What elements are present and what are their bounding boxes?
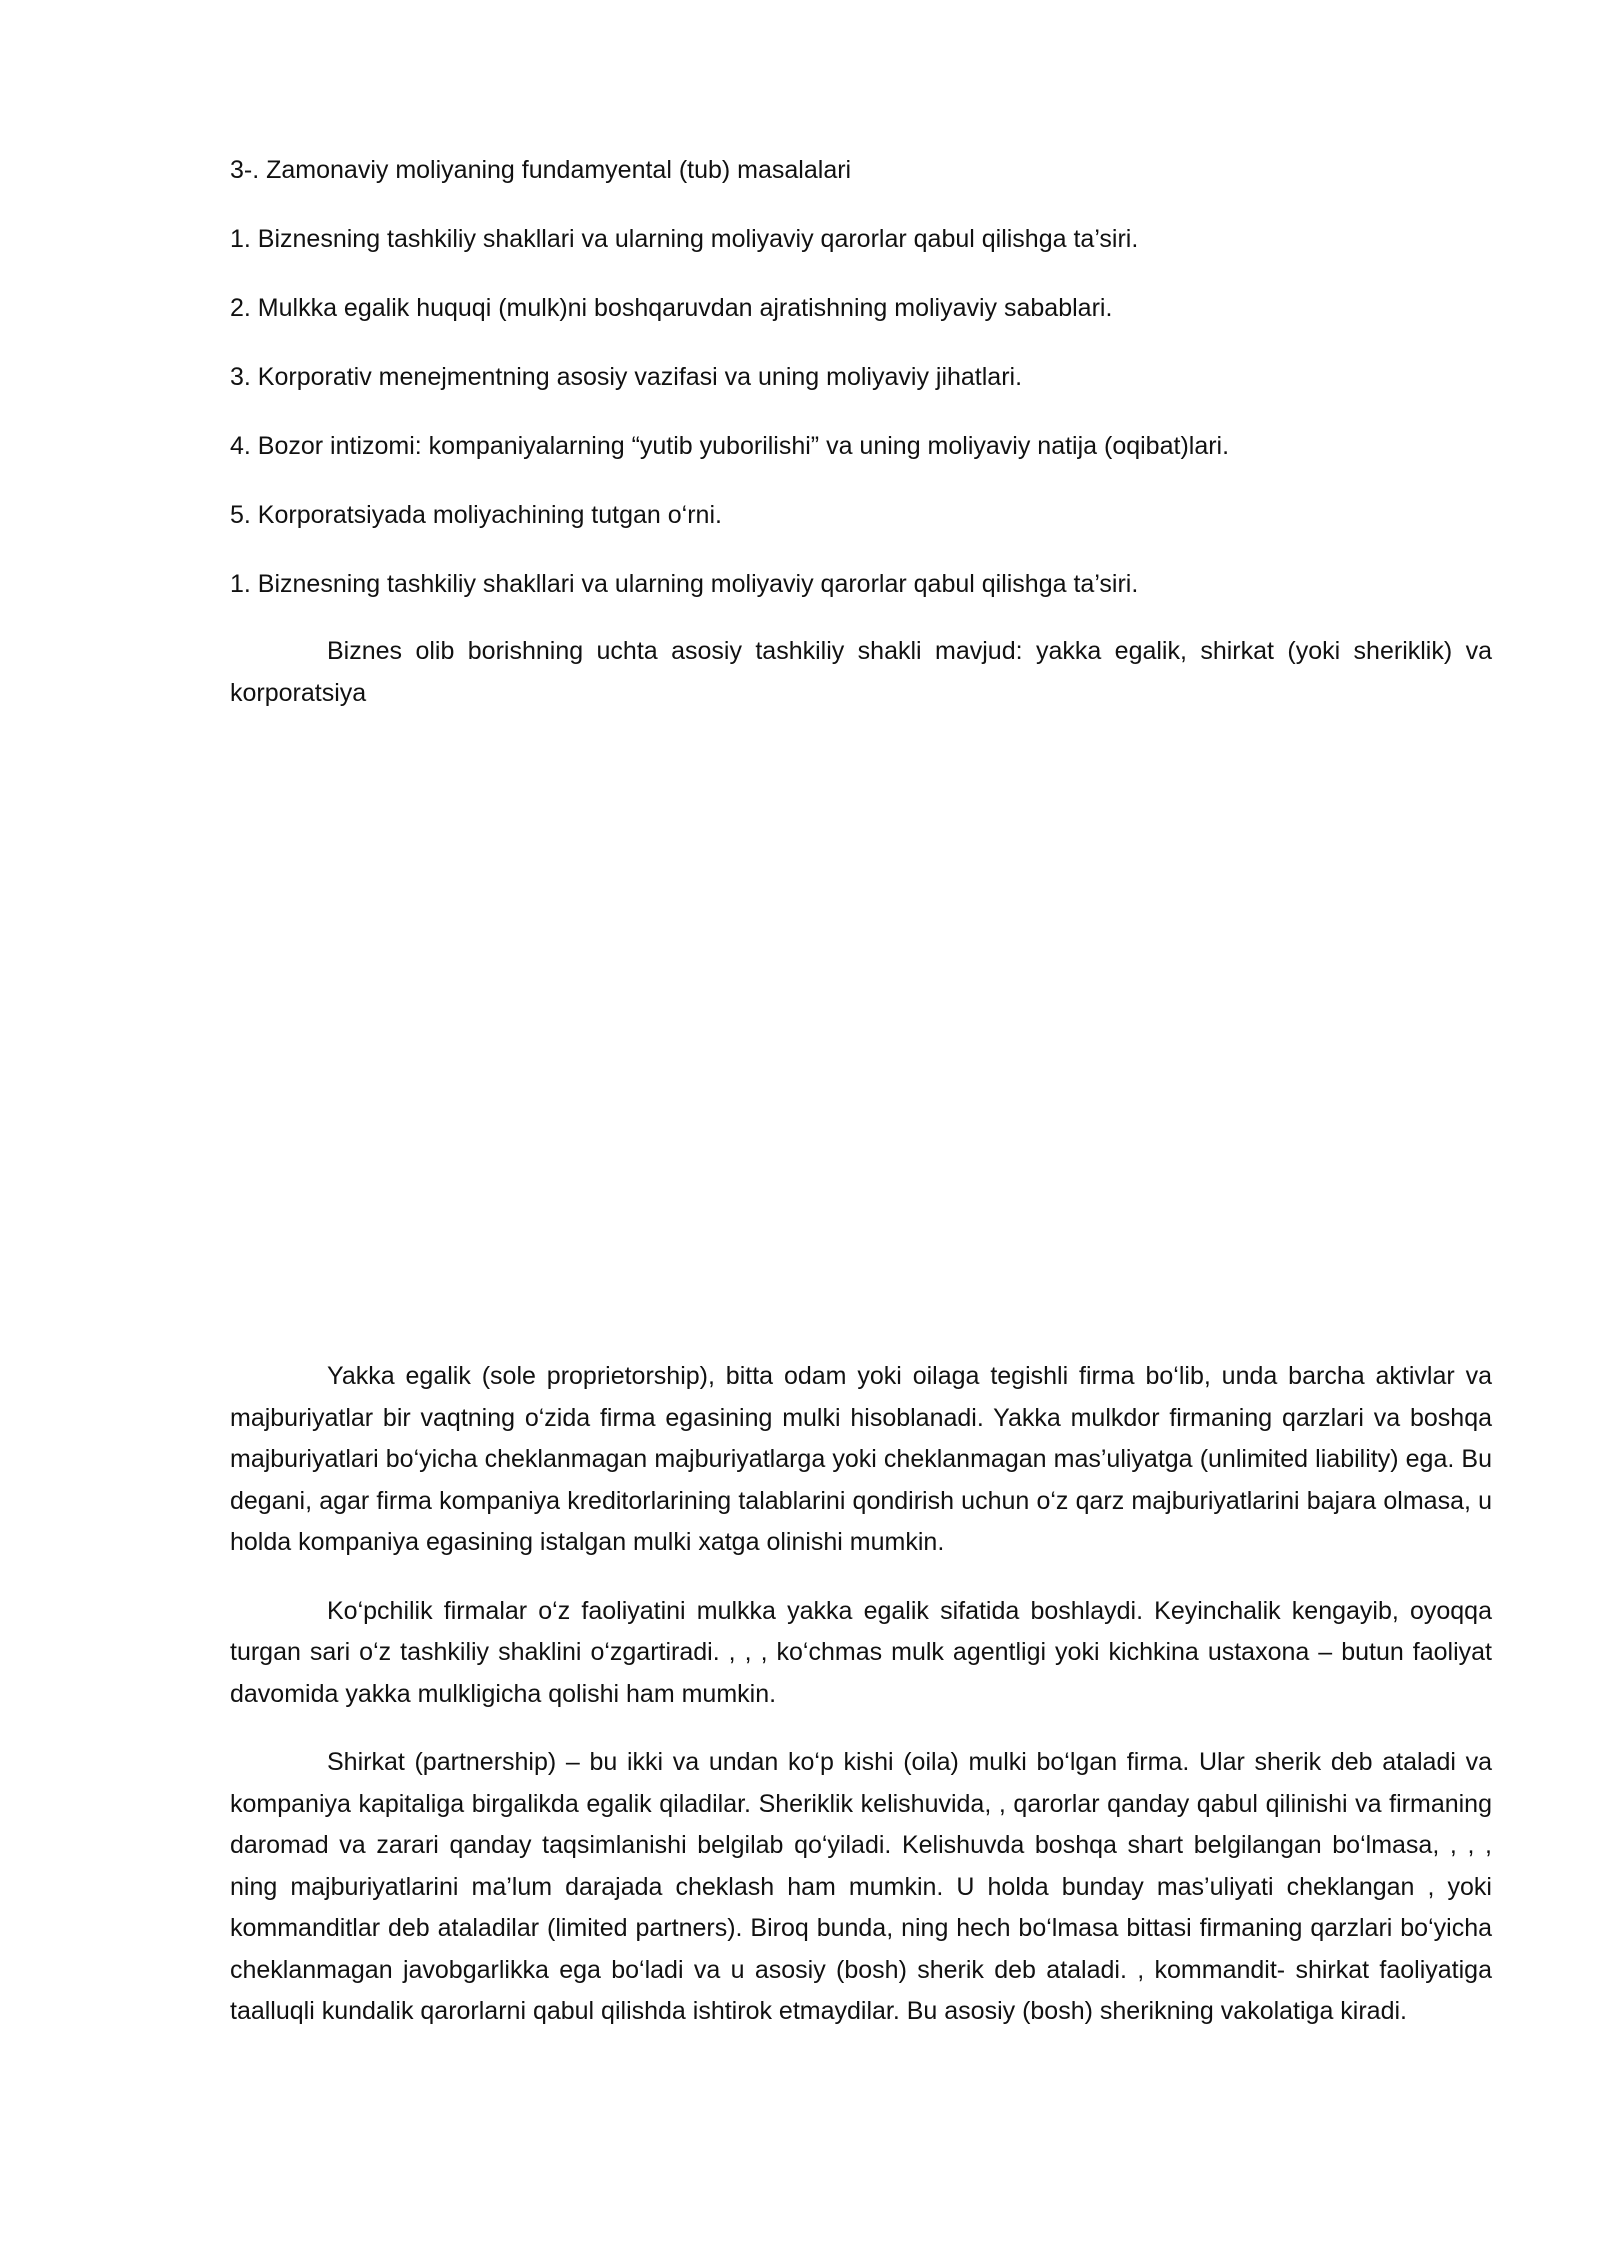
intro-paragraph: Biznes olib borishning uchta asosiy tashkiliy shakli mavjud: yakka egalik, shirkat (yoki sheriklik) va korporatsiya xyxy=(230,637,1492,707)
paragraph-partnership: Shirkat (partnership) – bu ikki va undan ko‘p kishi (oila) mulki bo‘lgan firma. Ular sherik deb ataladi va kompaniya kapitaliga birgalikda egalik qiladilar. Sheriklik kelishuvida, , qarorlar qanday qabul qilinishi va firmaning daromad va zarari qanday taqsimlanishi belgilab qo‘yiladi. Kelishuvda boshqa shart belgilangan bo‘lmasa, , , , ning majburiyatlarini ma’lum darajada cheklash ham mumkin. U holda bunday mas’uliyati cheklangan , yoki kommanditlar deb ataladilar (limited partners). Biroq bunda, ning hech bo‘lmasa bittasi firmaning qarzlari bo‘yicha cheklanmagan javobgarlikka ega bo‘ladi va u asosiy (bosh) sherik deb ataladi. , kommandit- shirkat faoliyatiga taalluqli kundalik qarorlarni qabul qilishda ishtirok etmaydilar. Bu asosiy (bosh) sherikning vakolatiga kiradi. xyxy=(230,1748,1492,2025)
outline-item-2: 2. Mulkka egalik huquqi (mulk)ni boshqaruvdan ajratishning moliyaviy sabablari. xyxy=(230,294,1113,322)
paragraph-firm-growth: Ko‘pchilik firmalar o‘z faoliyatini mulkka yakka egalik sifatida boshlaydi. Keyinchalik kengayib, oyoqqa turgan sari o‘z tashkiliy shaklini o‘zgartiradi. , , , ko‘chmas mulk agentligi yoki kichkina ustaxona – butun faoliyat davomida yakka mulkligicha qolishi ham mumkin. xyxy=(230,1596,1492,1708)
document-title: 3-. Zamonaviy moliyaning fundamyental (tub) masalalari xyxy=(230,156,852,184)
heading-block xyxy=(230,150,1492,633)
section-heading: 1. Biznesning tashkiliy shakllari va ularning moliyaviy qarorlar qabul qilishga ta’siri. xyxy=(230,570,1139,598)
outline-item-1: 1. Biznesning tashkiliy shakllari va ularning moliyaviy qarorlar qabul qilishga ta’siri. xyxy=(230,225,1139,253)
paragraph-sole-proprietorship: Yakka egalik (sole proprietorship), bitta odam yoki oilaga tegishli firma bo‘lib, unda barcha aktivlar va majburiyatlar bir vaqtning o‘zida firma egasining mulki hisoblanadi. Yakka mulkdor firmaning qarzlari va boshqa majburiyatlari bo‘yicha cheklanmagan majburiyatlarga yoki cheklanmagan mas’uliyatga (unlimited liability) ega. Bu degani, agar firma kompaniya kreditorlarining talablarini qondirish uchun o‘z qarz majburiyatlarini bajara olmasa, u holda kompaniya egasining istalgan mulki xatga olinishi mumkin. xyxy=(230,1362,1492,1556)
outline-item-4: 4. Bozor intizomi: kompaniyalarning “yutib yuborilishi” va uning moliyaviy natija (oqibat)lari. xyxy=(230,432,1230,460)
body-text xyxy=(230,1356,1492,2060)
outline-item-3: 3. Korporativ menejmentning asosiy vazifasi va uning moliyaviy jihatlari. xyxy=(230,363,1023,391)
outline-item-5: 5. Korporatsiyada moliyachining tutgan o‘rni. xyxy=(230,501,722,529)
intro-paragraph-block xyxy=(230,631,1492,714)
